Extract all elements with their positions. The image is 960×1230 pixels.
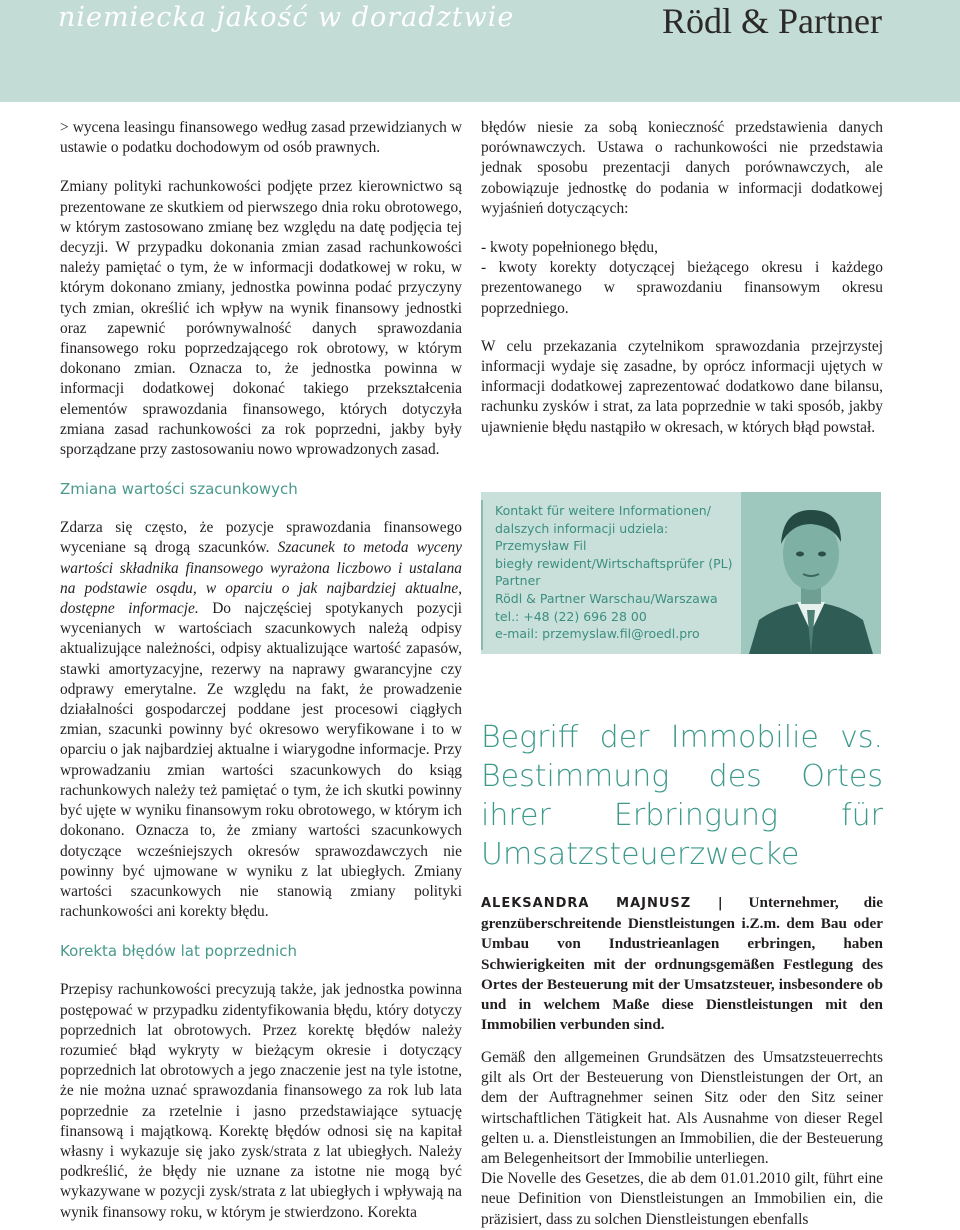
contact-phone: tel.: +48 (22) 696 28 00 <box>495 608 647 624</box>
contact-name: Przemysław Fil <box>495 538 587 554</box>
page-header <box>0 0 960 102</box>
article-body <box>481 1048 883 1230</box>
estimate-definition: Szacunek to metoda wyceny wartości składnika finansowego wyrażona liczbowo i ustalana na podstawie osądu, w oparciu o jak najbardziej aktualne, dostępne informacje. <box>60 539 462 618</box>
contact-line-2: dalszych informacji udziela: <box>495 520 669 536</box>
list-item-1: - kwoty popełnionego błędu, <box>481 239 658 257</box>
list-item-2: - kwoty korekty dotyczącej bieżącego okresu i każdego prezentowanego w sprawozdaniu finansowym okresu poprzedniego. <box>481 259 883 317</box>
left-paragraph-1: > wycena leasingu finansowego według zasad przewidzianych w ustawie o podatku dochodowym od osób prawnych. <box>60 119 462 157</box>
contact-divider <box>481 500 483 650</box>
author-name: ALEKSANDRA MAJNUSZ | <box>481 896 724 911</box>
article-paragraph-1: Gemäß den allgemeinen Grundsätzen des Umsatzsteuerrechts gilt als Ort der Besteuerung von Dienstleistungen der Ort, an dem der Auftragnehmer seinen Sitz oder den Sitz seiner wirtschaftlichen Tätigkeit hat. Als Ausnahme von dieser Regel gelten u. a. Dienstleistungen an Immobilien, die der Besteuerung am Belegenheitsort der Immobilie unterliegen. <box>481 1049 883 1168</box>
right-paragraph-2: W celu przekazania czytelnikom sprawozdania przejrzystej informacji wydaje się zasadne, by oprócz informacji ujętych w informacji dodatkowej zaprezentować dodatkowo dane bilansu, rachunku zysków i strat, za lata poprzednie w taki sposób, jakby ujawnienie błędu nastąpiło w okresach, w których błąd powstał. <box>481 337 883 436</box>
contact-text <box>495 502 732 643</box>
contact-role: Partner <box>495 573 541 589</box>
title-line-2: Bestimmung des Ortes <box>481 759 883 794</box>
title-line-4: Umsatzsteuerzwecke <box>481 837 800 872</box>
estimates-body: Do najczęściej spotykanych pozycji wycenianych w wartościach szacunkowych należą odpisy aktualizujące należności, odpisy aktualizujące wartość zapasów, stawki amortyzacyjne, rezerwy na naprawy gwarancyjne czy odprawy emerytalne. Ze względu na fakt, że prowadzenie działalności gospodarczej poddane jest procesowi ciągłych zmian, szacunki powinny być okresowo weryfikowane i to w oparciu o jak najbardziej aktualne i wiarygodne informacje. Przy wprowadzaniu zmian wartości szacunkowych do ksiąg rachunkowych należy też pamiętać o tym, że ich skutki powinny być ujęte w wyniku finansowym roku obrotowego, w którym ich dokonano. Oznacza to, że zmiany wartości szacunkowych dotyczące wcześniejszych okresów sprawozdawczych nie powinny być ujmowane w wyniku z lat ubiegłych. Zmiany wartości szacunkowych nie stanowią zmiany polityki rachunkowości ani korekty błędu. <box>60 600 462 921</box>
contact-office: Rödl & Partner Warschau/Warszawa <box>495 590 718 606</box>
brand-logo: Rödl & Partner <box>662 1 882 41</box>
title-line-1: Begriff der Immobilie vs. <box>481 720 883 755</box>
contact-email[interactable]: e-mail: przemyslaw.fil@roedl.pro <box>495 626 700 642</box>
contact-title: biegły rewident/Wirtschaftsprüfer (PL) <box>495 555 733 571</box>
left-column <box>60 118 462 1223</box>
left-paragraph-3 <box>60 518 462 922</box>
left-paragraph-2: Zmiany polityki rachunkowości podjęte przez kierownictwo są prezentowane ze skutkiem od pierwszego dnia roku obrotowego, w którym zastosowano zmianę bez względu na datę podjęcia tej decyzji. W przypadku dokonania zmian zasad rachunkowości należy pamiętać o tym, że w informacji dodatkowej w roku, w którym dokonano zmiany, jednostka powinna podać przyczyny tych zmian, określić ich wpływ na wynik finansowy jednostki oraz zapewnić porównywalność danych sprawozdania finansowego roku poprzedzającego rok obrotowy, w którym dokonano zmian. Oznacza to, że jednostka powinna w informacji dodatkowej dokonać takiego przekształcenia elementów sprawozdania finansowego, których dotyczyła zmiana zasad rachunkowości za rok poprzedni, jakby były sporządzane przy zastosowaniu nowo wprowadzonych zasad. <box>60 178 462 459</box>
lead-text: Unternehmer, die grenzüberschreitende Dienstleistungen i.Z.m. dem Bau oder Umbau von Industrieanlagen erbringen, haben Schwierigkeiten mit der ordnungsgemäßen Festlegung des Ortes der Besteuerung mit der Umsatzsteuer, insbesondere ob und in welchem Maße diese Dienstleistungen mit den Immobilien verbunden sind. <box>481 894 884 1034</box>
header-slogan: niemiecka jakość w doradztwie <box>58 2 515 33</box>
title-line-3: ihrer Erbringung für <box>481 798 883 833</box>
contact-line-1: Kontakt für weitere Informationen/ <box>495 503 711 518</box>
estimates-intro: Zdarza się często, że pozycje sprawozdania finansowego wyceniane są drogą szacunków. <box>60 519 462 557</box>
article-paragraph-2: Die Novelle des Gesetzes, die ab dem 01.01.2010 gilt, führt eine neue Definition von Dienstleistungen an Immobilien ein, die präzisiert, dass zu solchen Dienstleistungen ebenfalls <box>481 1170 883 1228</box>
article-lead <box>481 893 883 1035</box>
left-paragraph-4: Przepisy rachunkowości precyzują także, jak jednostka powinna postępować w przypadku zidentyfikowania błędu, który dotyczy poprzednich lat obrotowych. Przez korektę błędów należy rozumieć błąd wykryty w bieżącym okresie i dotyczący poprzednich lat obrotowych a jego znaczenie jest na tyle istotne, że nie można uznać sprawozdania finansowego za rok lub lata poprzednie za rzetelnie i jasno przedstawiające sytuację finansową i majątkową. Korektę błędów odnosi się na kapitał własny i wykazuje się jako zysk/strata z lat ubiegłych. Należy podkreślić, że błędy nie uznane za istotne nie mogą być wykazywane w pozycji zysk/strata z lat ubiegłych i wpływają na wynik finansowy roku, w którym je stwierdzono. Korekta <box>60 981 462 1221</box>
right-paragraph-1: błędów niesie za sobą konieczność przedstawienia danych porównawczych. Ustawa o rachunkowości nie przedstawia jednak sposobu prezentacji danych porównawczych, ale zobowiązuje jednostkę do podania w informacji dodatkowej wyjaśnień dotyczących: <box>481 119 883 217</box>
subheading-estimates: Zmiana wartości szacunkowych <box>60 480 298 499</box>
subheading-error-correction: Korekta błędów lat poprzednich <box>60 942 298 961</box>
contact-box <box>481 492 881 654</box>
article-title <box>481 718 883 874</box>
right-column <box>481 118 883 438</box>
portrait-photo-icon <box>741 492 881 654</box>
